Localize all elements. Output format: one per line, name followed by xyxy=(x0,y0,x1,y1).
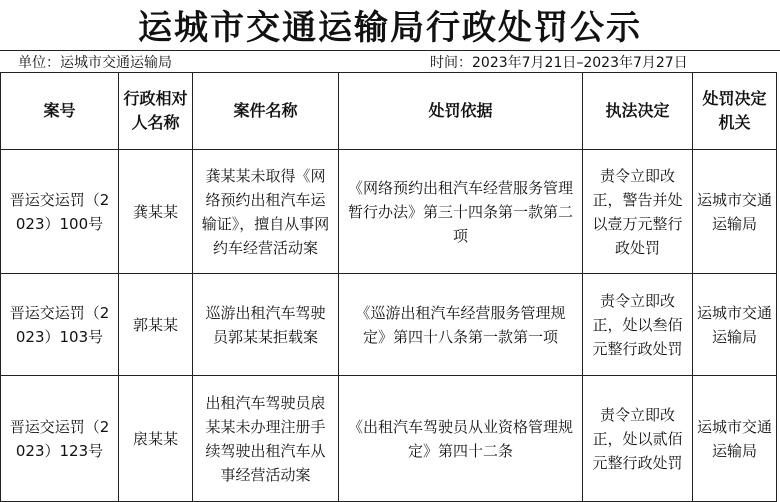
cell-case-no: 晋运交运罚（2023）123号 xyxy=(1,376,119,502)
cell-party: 龚某某 xyxy=(119,150,193,274)
table-row xyxy=(1,376,777,502)
cell-decision: 责令立即改正，警告并处以壹万元整行政处罚 xyxy=(583,150,693,274)
cell-basis: 《出租汽车驾驶员从业资格管理规定》第四十二条 xyxy=(339,376,583,502)
table-row xyxy=(1,274,777,376)
time-range: 时间：2023年7月21日–2023年7月27日 xyxy=(430,55,688,71)
cell-decision: 责令立即改正，处以贰佰元整行政处罚 xyxy=(583,376,693,502)
cell-case-no: 晋运交运罚（2023）103号 xyxy=(1,274,119,376)
header-party: 行政相对人名称 xyxy=(119,73,193,150)
cell-case-name: 巡游出租汽车驾驶员郭某某拒载案 xyxy=(193,274,339,376)
header-decision: 执法决定 xyxy=(583,73,693,150)
unit-label: 单位：运城市交通运输局 xyxy=(18,55,172,71)
header-case-name: 案件名称 xyxy=(193,73,339,150)
cell-authority: 运城市交通运输局 xyxy=(693,150,777,274)
header-case-no: 案号 xyxy=(1,73,119,150)
cell-case-name: 出租汽车驾驶员扆某某未办理注册手续驾驶出租汽车从事经营活动案 xyxy=(193,376,339,502)
cell-basis: 《巡游出租汽车经营服务管理规定》第四十八条第一款第一项 xyxy=(339,274,583,376)
cell-case-no: 晋运交运罚（2023）100号 xyxy=(1,150,119,274)
cell-authority: 运城市交通运输局 xyxy=(693,376,777,502)
header-authority: 处罚决定机关 xyxy=(693,73,777,150)
table-row xyxy=(1,150,777,274)
cell-case-name: 龚某某未取得《网络预约出租汽车运输证》，擅自从事网约车经营活动案 xyxy=(193,150,339,274)
cell-party: 扆某某 xyxy=(119,376,193,502)
table-header-row xyxy=(1,73,777,150)
page-title: 运城市交通运输局行政处罚公示 xyxy=(138,7,642,48)
meta-line xyxy=(0,50,780,72)
header-basis: 处罚依据 xyxy=(339,73,583,150)
penalty-table xyxy=(0,72,777,502)
cell-party: 郭某某 xyxy=(119,274,193,376)
divider xyxy=(0,50,780,51)
cell-authority: 运城市交通运输局 xyxy=(693,274,777,376)
cell-decision: 责令立即改正，处以叁佰元整行政处罚 xyxy=(583,274,693,376)
cell-basis: 《网络预约出租汽车经营服务管理暂行办法》第三十四条第一款第二项 xyxy=(339,150,583,274)
